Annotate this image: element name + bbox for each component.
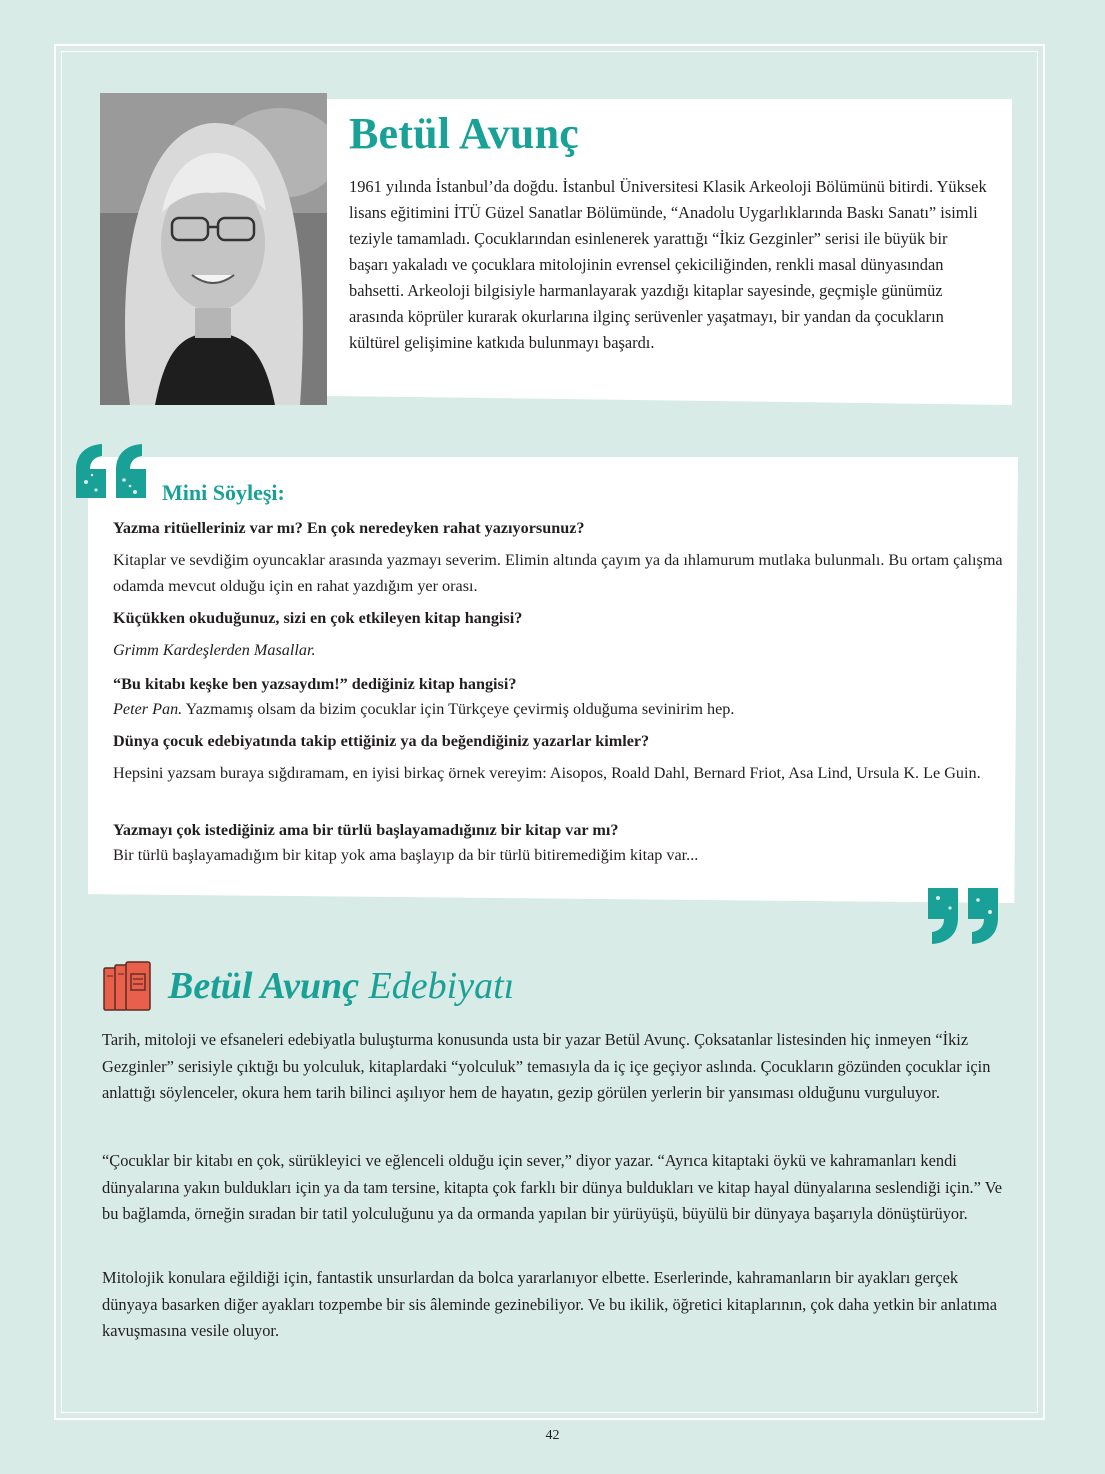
books-icon xyxy=(102,960,154,1012)
interview-question-1: Yazma ritüelleriniz var mı? En çok neredeyken rahat yazıyorsunuz? xyxy=(113,519,585,537)
page-number: 42 xyxy=(545,1428,560,1443)
interview-question-2: Küçükken okuduğunuz, sizi en çok etkileyen kitap hangisi? xyxy=(113,609,523,627)
interview-question-4: Dünya çocuk edebiyatında takip ettiğiniz ya da beğendiğiniz yazarlar kimler? xyxy=(113,732,650,750)
literature-paragraph-3: Mitolojik konulara eğildiği için, fantastik unsurlardan da bolca yararlanıyor elbette. Eserlerinde, kahramanların bir ayakları gerçek dünyaya basarken diğer ayakları tozpembe bir sis âleminde gezinebiliyor. Ve bu ikilik, öğretici kitaplarının, çok daha yetkin bir anlatıma kavuşmasına vesile oluyor. xyxy=(102,1268,997,1340)
interview-answer-3 xyxy=(113,696,1003,722)
interview-title: Mini Söyleşi: xyxy=(162,480,285,505)
quote-open-icon xyxy=(72,442,152,500)
interview-answer-3-text: Yazmamış olsam da bizim çocuklar için Türkçeye çevirmiş olduğuma sevinirim hep. xyxy=(182,700,735,718)
quote-close-icon xyxy=(924,886,1004,946)
interview-answer-3-title: Peter Pan. xyxy=(113,700,183,718)
interview-question-5: Yazmayı çok istediğiniz ama bir türlü başlayamadığınız bir kitap var mı? xyxy=(113,821,619,839)
author-bio: 1961 yılında İstanbul’da doğdu. İstanbul Üniversitesi Klasik Arkeoloji Bölümünü bitirdi. Yüksek lisans eğitimini İTÜ Güzel Sanatlar Bölümünde, “Anadolu Uygarlıklarında Baskı Sanatı” isimli teziyle tamamladı. Çocuklarından esinlenerek yarattığı “İkiz Gezginler” serisi ile büyük bir başarı yakaladı ve çocuklara mitolojinin evrensel çekiciliğinden, renkli masal dünyasından bahsetti. Arkeoloji bilgisiyle harmanlayarak yazdığı kitaplar sayesinde, geçmişle günümüz arasında köprüler kurarak okurlarına ilginç serüvenler yaşatmayı, bir yandan da çocukların kültürel gelişimine katkıda bulunmayı başardı. xyxy=(349,177,987,352)
author-name: Betül Avunç xyxy=(349,109,579,158)
interview-answer-5: Bir türlü başlayamadığım bir kitap yok ama başlayıp da bir türlü bitiremediğim kitap var... xyxy=(113,846,699,864)
interview-answer-2: Grimm Kardeşlerden Masallar. xyxy=(113,641,316,659)
interview-answer-1: Kitaplar ve sevdiğim oyuncaklar arasında yazmayı severim. Elimin altında çayım ya da ıhlamurum mutlaka bulunmalı. Bu ortam çalışma odamda mevcut olduğu için en rahat yazdığım yer orası. xyxy=(113,551,1003,595)
literature-title-name: Betül Avunç xyxy=(168,965,360,1007)
literature-paragraph-2: “Çocuklar bir kitabı en çok, sürükleyici ve eğlenceli olduğu için sever,” diyor yazar. “Ayrıca kitaptaki öykü ve kahramanları kendi dünyalarına yakın buldukları için ya da tam tersine, kitapta çok farklı bir dünya buldukları ve kitap hayal dünyalarına seslendiği için.” Ve bu bağlamda, örneğin sıradan bir tatil yolculuğunu ya da ormanda yapılan bir yürüyüşü, büyülü bir dünyaya başarıyla dönüştürüyor. xyxy=(102,1151,1002,1223)
author-photo xyxy=(100,93,327,405)
interview-question-3: “Bu kitabı keşke ben yazsaydım!” dediğiniz kitap hangisi? xyxy=(113,675,517,693)
interview-answer-4: Hepsini yazsam buraya sığdıramam, en iyisi birkaç örnek vereyim: Aisopos, Roald Dahl, Bernard Friot, Asa Lind, Ursula K. Le Guin. xyxy=(113,764,981,782)
literature-title-rest: Edebiyatı xyxy=(359,965,515,1007)
literature-paragraph-1: Tarih, mitoloji ve efsaneleri edebiyatla buluşturma konusunda usta bir yazar Betül Avunç. Çoksatanlar listesinden hiç inmeyen “İkiz Gezginler” serisiyle çıktığı bu yolculuk, kitaplardaki “yolculuk” temasıyla da iç içe geçiyor aslında. Çocukların gözünden çocuklar için anlattığı söylenceler, okura hem tarih bilinci aşılıyor hem de hayatın, gezip görülen yerlerin bir yansıması olduğunu vurguluyor. xyxy=(102,1030,991,1102)
literature-title xyxy=(168,962,514,1010)
